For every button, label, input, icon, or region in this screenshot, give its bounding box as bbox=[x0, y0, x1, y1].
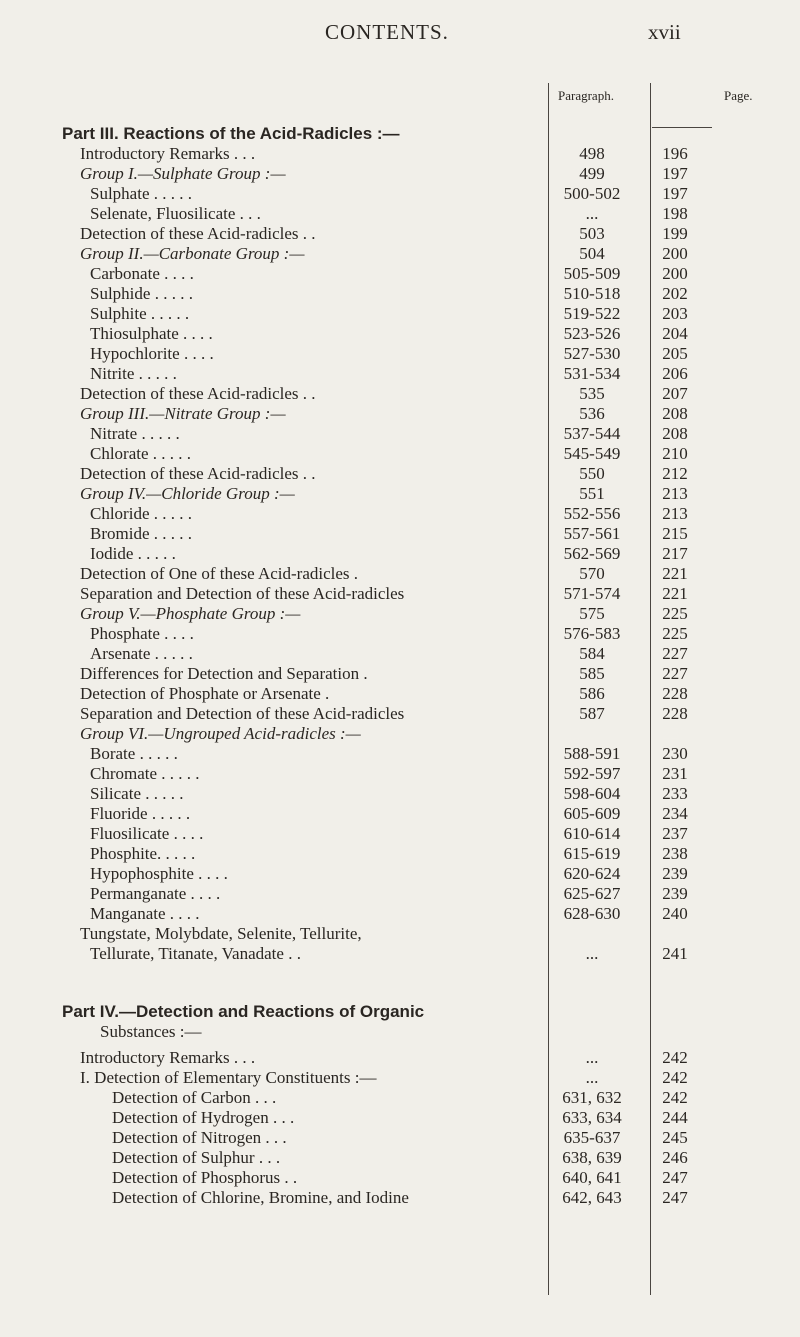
page-ref: 240 bbox=[662, 904, 688, 923]
toc-entry bbox=[0, 384, 800, 404]
entry-title: Detection of these Acid-radicles . . bbox=[80, 464, 316, 483]
page-ref: 221 bbox=[662, 584, 688, 603]
entry-title: Separation and Detection of these Acid-radicles bbox=[80, 704, 405, 723]
paragraph-ref: 545-549 bbox=[563, 444, 621, 463]
toc-entry bbox=[0, 844, 800, 864]
entry-title: Chloride . . . . . bbox=[90, 504, 192, 523]
entry-title: Sulphite . . . . . bbox=[90, 304, 190, 323]
entry-title: Detection of Phosphorus . . bbox=[112, 1168, 298, 1187]
entry-title: Detection of One of these Acid-radicles . bbox=[80, 564, 359, 583]
toc-entry bbox=[0, 804, 800, 824]
paragraph-column-heading: Paragraph. bbox=[558, 88, 614, 103]
entry-title: Sulphate . . . . . bbox=[90, 184, 192, 203]
entry-title: Introductory Remarks . . . bbox=[80, 1048, 256, 1067]
toc-entry bbox=[0, 204, 800, 224]
entry-title: Hypochlorite . . . . bbox=[90, 344, 214, 363]
entry-title: Detection of these Acid-radicles . . bbox=[80, 384, 316, 403]
page-ref: 225 bbox=[662, 604, 688, 623]
paragraph-ref: 585 bbox=[579, 664, 605, 683]
paragraph-ref: ... bbox=[585, 1068, 599, 1087]
page-ref: 245 bbox=[662, 1128, 688, 1147]
toc-entry bbox=[0, 284, 800, 304]
page-ref: 213 bbox=[662, 504, 688, 523]
page-ref: 199 bbox=[662, 224, 688, 243]
entry-title: Group III.—Nitrate Group :— bbox=[80, 404, 286, 423]
toc-entry bbox=[0, 924, 800, 944]
entry-title: I. Detection of Elementary Constituents :— bbox=[80, 1068, 377, 1087]
entry-title: Group VI.—Ungrouped Acid-radicles :— bbox=[80, 724, 361, 743]
group-heading bbox=[0, 484, 800, 504]
paragraph-ref: 587 bbox=[579, 704, 605, 723]
entry-title: Substances :— bbox=[100, 1022, 202, 1041]
paragraph-ref: 576-583 bbox=[563, 624, 621, 643]
entry-title: Tungstate, Molybdate, Selenite, Tellurite, bbox=[80, 924, 362, 943]
page-ref: 212 bbox=[662, 464, 688, 483]
paragraph-ref: 575 bbox=[579, 604, 605, 623]
group-heading bbox=[0, 604, 800, 624]
group-heading bbox=[0, 724, 800, 744]
paragraph-ref: 503 bbox=[579, 224, 605, 243]
paragraph-ref: 631, 632 bbox=[562, 1088, 622, 1107]
page-ref: 230 bbox=[662, 744, 688, 763]
entry-title: Tellurate, Titanate, Vanadate . . bbox=[90, 944, 301, 963]
paragraph-ref: 628-630 bbox=[563, 904, 621, 923]
toc-entry bbox=[0, 1022, 800, 1042]
paragraph-ref: 557-561 bbox=[563, 524, 621, 543]
toc-entry bbox=[0, 744, 800, 764]
group-heading bbox=[0, 244, 800, 264]
paragraph-ref: 598-604 bbox=[563, 784, 621, 803]
paragraph-ref: 625-627 bbox=[563, 884, 621, 903]
toc-entry bbox=[0, 884, 800, 904]
entry-title: Detection of Phosphate or Arsenate . bbox=[80, 684, 330, 703]
paragraph-ref: 640, 641 bbox=[562, 1168, 622, 1187]
toc-entry bbox=[0, 464, 800, 484]
part-heading bbox=[0, 1002, 800, 1022]
paragraph-ref: 584 bbox=[579, 644, 605, 663]
toc-entry bbox=[0, 644, 800, 664]
paragraph-ref: 633, 634 bbox=[562, 1108, 622, 1127]
entry-title: Fluosilicate . . . . bbox=[90, 824, 204, 843]
page-ref: 207 bbox=[662, 384, 688, 403]
paragraph-ref: 551 bbox=[579, 484, 605, 503]
toc-entry bbox=[0, 1068, 800, 1088]
page-column-heading: Page. bbox=[724, 88, 753, 103]
paragraph-ref: 588-591 bbox=[563, 744, 621, 763]
paragraph-ref: 536 bbox=[579, 404, 605, 423]
entry-title: Group V.—Phosphate Group :— bbox=[80, 604, 301, 623]
toc-entry bbox=[0, 1128, 800, 1148]
toc-entry bbox=[0, 524, 800, 544]
toc-entry bbox=[0, 944, 800, 964]
entry-title: Hypophosphite . . . . bbox=[90, 864, 228, 883]
entry-title: Phosphate . . . . bbox=[90, 624, 194, 643]
paragraph-ref: 519-522 bbox=[563, 304, 621, 323]
toc-entry bbox=[0, 684, 800, 704]
toc-entry bbox=[0, 184, 800, 204]
entry-title: Thiosulphate . . . . bbox=[90, 324, 213, 343]
page-ref: 215 bbox=[662, 524, 688, 543]
entry-title: Borate . . . . . bbox=[90, 744, 178, 763]
page-ref: 208 bbox=[662, 404, 688, 423]
toc-entry bbox=[0, 564, 800, 584]
paragraph-ref: 510-518 bbox=[563, 284, 621, 303]
page-ref: 197 bbox=[662, 184, 688, 203]
paragraph-ref: 615-619 bbox=[563, 844, 621, 863]
paragraph-ref: 537-544 bbox=[563, 424, 621, 443]
paragraph-ref: 592-597 bbox=[563, 764, 621, 783]
toc-entry bbox=[0, 344, 800, 364]
paragraph-ref: 523-526 bbox=[563, 324, 621, 343]
entry-title: Iodide . . . . . bbox=[90, 544, 176, 563]
entry-title: Detection of these Acid-radicles . . bbox=[80, 224, 316, 243]
toc-entry bbox=[0, 1048, 800, 1068]
page-ref: 221 bbox=[662, 564, 688, 583]
paragraph-ref: 498 bbox=[579, 144, 605, 163]
paragraph-ref: 500-502 bbox=[563, 184, 621, 203]
page-ref: 196 bbox=[662, 144, 688, 163]
entry-title: Detection of Sulphur . . . bbox=[112, 1148, 281, 1167]
page-ref: 239 bbox=[662, 884, 688, 903]
page-ref: 237 bbox=[662, 824, 688, 843]
page-ref: 242 bbox=[662, 1088, 688, 1107]
page-ref: 228 bbox=[662, 704, 688, 723]
page-ref: 203 bbox=[662, 304, 688, 323]
part-heading bbox=[0, 124, 800, 144]
paragraph-ref: 610-614 bbox=[563, 824, 621, 843]
entry-title: Carbonate . . . . bbox=[90, 264, 194, 283]
page-ref: 242 bbox=[662, 1048, 688, 1067]
entry-title: Nitrate . . . . . bbox=[90, 424, 180, 443]
page-ref: 247 bbox=[662, 1168, 688, 1187]
paragraph-ref: 505-509 bbox=[563, 264, 621, 283]
page-ref: 231 bbox=[662, 764, 688, 783]
page-ref: 244 bbox=[662, 1108, 688, 1127]
entry-title: Silicate . . . . . bbox=[90, 784, 184, 803]
page-number: xvii bbox=[648, 20, 681, 44]
page-ref: 228 bbox=[662, 684, 688, 703]
page-ref: 204 bbox=[662, 324, 688, 343]
paragraph-ref: 586 bbox=[579, 684, 605, 703]
paragraph-ref: 527-530 bbox=[563, 344, 621, 363]
entry-title: Selenate, Fluosilicate . . . bbox=[90, 204, 261, 223]
paragraph-ref: ... bbox=[585, 1048, 599, 1067]
group-heading bbox=[0, 404, 800, 424]
entry-title: Group I.—Sulphate Group :— bbox=[80, 164, 286, 183]
entry-title: Part IV.—Detection and Reactions of Organic bbox=[62, 1002, 425, 1021]
toc-entry bbox=[0, 864, 800, 884]
toc-entry bbox=[0, 904, 800, 924]
paragraph-ref: 535 bbox=[579, 384, 605, 403]
page-ref: 200 bbox=[662, 264, 688, 283]
entry-title: Chlorate . . . . . bbox=[90, 444, 192, 463]
entry-title: Chromate . . . . . bbox=[90, 764, 200, 783]
toc-entry bbox=[0, 1148, 800, 1168]
entry-title: Detection of Hydrogen . . . bbox=[112, 1108, 295, 1127]
page-ref: 205 bbox=[662, 344, 688, 363]
entry-title: Group II.—Carbonate Group :— bbox=[80, 244, 305, 263]
entry-title: Detection of Nitrogen . . . bbox=[112, 1128, 287, 1147]
paragraph-ref: 605-609 bbox=[563, 804, 621, 823]
toc-entry bbox=[0, 544, 800, 564]
entry-title: Arsenate . . . . . bbox=[90, 644, 193, 663]
paragraph-ref: ... bbox=[585, 204, 599, 223]
running-title: CONTENTS. bbox=[325, 20, 449, 44]
paragraph-ref: 635-637 bbox=[563, 1128, 621, 1147]
entry-title: Permanganate . . . . bbox=[90, 884, 221, 903]
page-ref: 198 bbox=[662, 204, 688, 223]
entry-title: Fluoride . . . . . bbox=[90, 804, 191, 823]
toc-entry bbox=[0, 824, 800, 844]
paragraph-ref: 531-534 bbox=[563, 364, 621, 383]
entry-title: Differences for Detection and Separation . bbox=[80, 664, 368, 683]
toc-entry bbox=[0, 1108, 800, 1128]
paragraph-ref: 642, 643 bbox=[562, 1188, 622, 1207]
toc-entry bbox=[0, 424, 800, 444]
entry-title: Introductory Remarks . . . bbox=[80, 144, 256, 163]
page-ref: 202 bbox=[662, 284, 688, 303]
toc-entry bbox=[0, 324, 800, 344]
paragraph-ref: 638, 639 bbox=[562, 1148, 622, 1167]
toc-entry bbox=[0, 764, 800, 784]
toc-entry bbox=[0, 584, 800, 604]
paragraph-ref: 499 bbox=[579, 164, 605, 183]
entry-title: Separation and Detection of these Acid-radicles bbox=[80, 584, 405, 603]
entry-title: Sulphide . . . . . bbox=[90, 284, 193, 303]
group-heading bbox=[0, 164, 800, 184]
toc-entry bbox=[0, 1168, 800, 1188]
paragraph-ref: 562-569 bbox=[563, 544, 621, 563]
toc-entry bbox=[0, 144, 800, 164]
entry-title: Part III. Reactions of the Acid-Radicles :— bbox=[62, 124, 400, 143]
toc-entry bbox=[0, 624, 800, 644]
entry-title: Nitrite . . . . . bbox=[90, 364, 177, 383]
page-ref: 234 bbox=[662, 804, 688, 823]
page-ref: 200 bbox=[662, 244, 688, 263]
page-ref: 197 bbox=[662, 164, 688, 183]
page-ref: 206 bbox=[662, 364, 688, 383]
toc-entry bbox=[0, 304, 800, 324]
page-ref: 241 bbox=[662, 944, 688, 963]
page-ref: 227 bbox=[662, 664, 688, 683]
paragraph-ref: 620-624 bbox=[563, 864, 621, 883]
toc-entry bbox=[0, 704, 800, 724]
page-ref: 233 bbox=[662, 784, 688, 803]
paragraph-ref: 570 bbox=[579, 564, 605, 583]
entry-title: Phosphite. . . . . bbox=[90, 844, 196, 863]
entry-title: Detection of Carbon . . . bbox=[112, 1088, 277, 1107]
entry-title: Group IV.—Chloride Group :— bbox=[80, 484, 295, 503]
toc-entry bbox=[0, 664, 800, 684]
page-ref: 217 bbox=[662, 544, 688, 563]
paragraph-ref: 552-556 bbox=[563, 504, 621, 523]
paragraph-ref: 504 bbox=[579, 244, 605, 263]
page-ref: 246 bbox=[662, 1148, 688, 1167]
page-ref: 213 bbox=[662, 484, 688, 503]
page-ref: 239 bbox=[662, 864, 688, 883]
toc-entry bbox=[0, 364, 800, 384]
page-ref: 242 bbox=[662, 1068, 688, 1087]
entry-title: Detection of Chlorine, Bromine, and Iodine bbox=[112, 1188, 409, 1207]
paragraph-ref: 571-574 bbox=[563, 584, 621, 603]
page-ref: 208 bbox=[662, 424, 688, 443]
entry-title: Manganate . . . . bbox=[90, 904, 200, 923]
page-ref: 227 bbox=[662, 644, 688, 663]
toc-entry bbox=[0, 784, 800, 804]
page-ref: 238 bbox=[662, 844, 688, 863]
toc-entry bbox=[0, 1188, 800, 1208]
paragraph-ref: ... bbox=[585, 944, 599, 963]
entry-title: Bromide . . . . . bbox=[90, 524, 192, 543]
toc-entry bbox=[0, 224, 800, 244]
page-ref: 247 bbox=[662, 1188, 688, 1207]
paragraph-ref: 550 bbox=[579, 464, 605, 483]
toc-entry bbox=[0, 264, 800, 284]
page-ref: 225 bbox=[662, 624, 688, 643]
page-ref: 210 bbox=[662, 444, 688, 463]
toc-entry bbox=[0, 504, 800, 524]
toc-entry bbox=[0, 444, 800, 464]
toc-entry bbox=[0, 1088, 800, 1108]
